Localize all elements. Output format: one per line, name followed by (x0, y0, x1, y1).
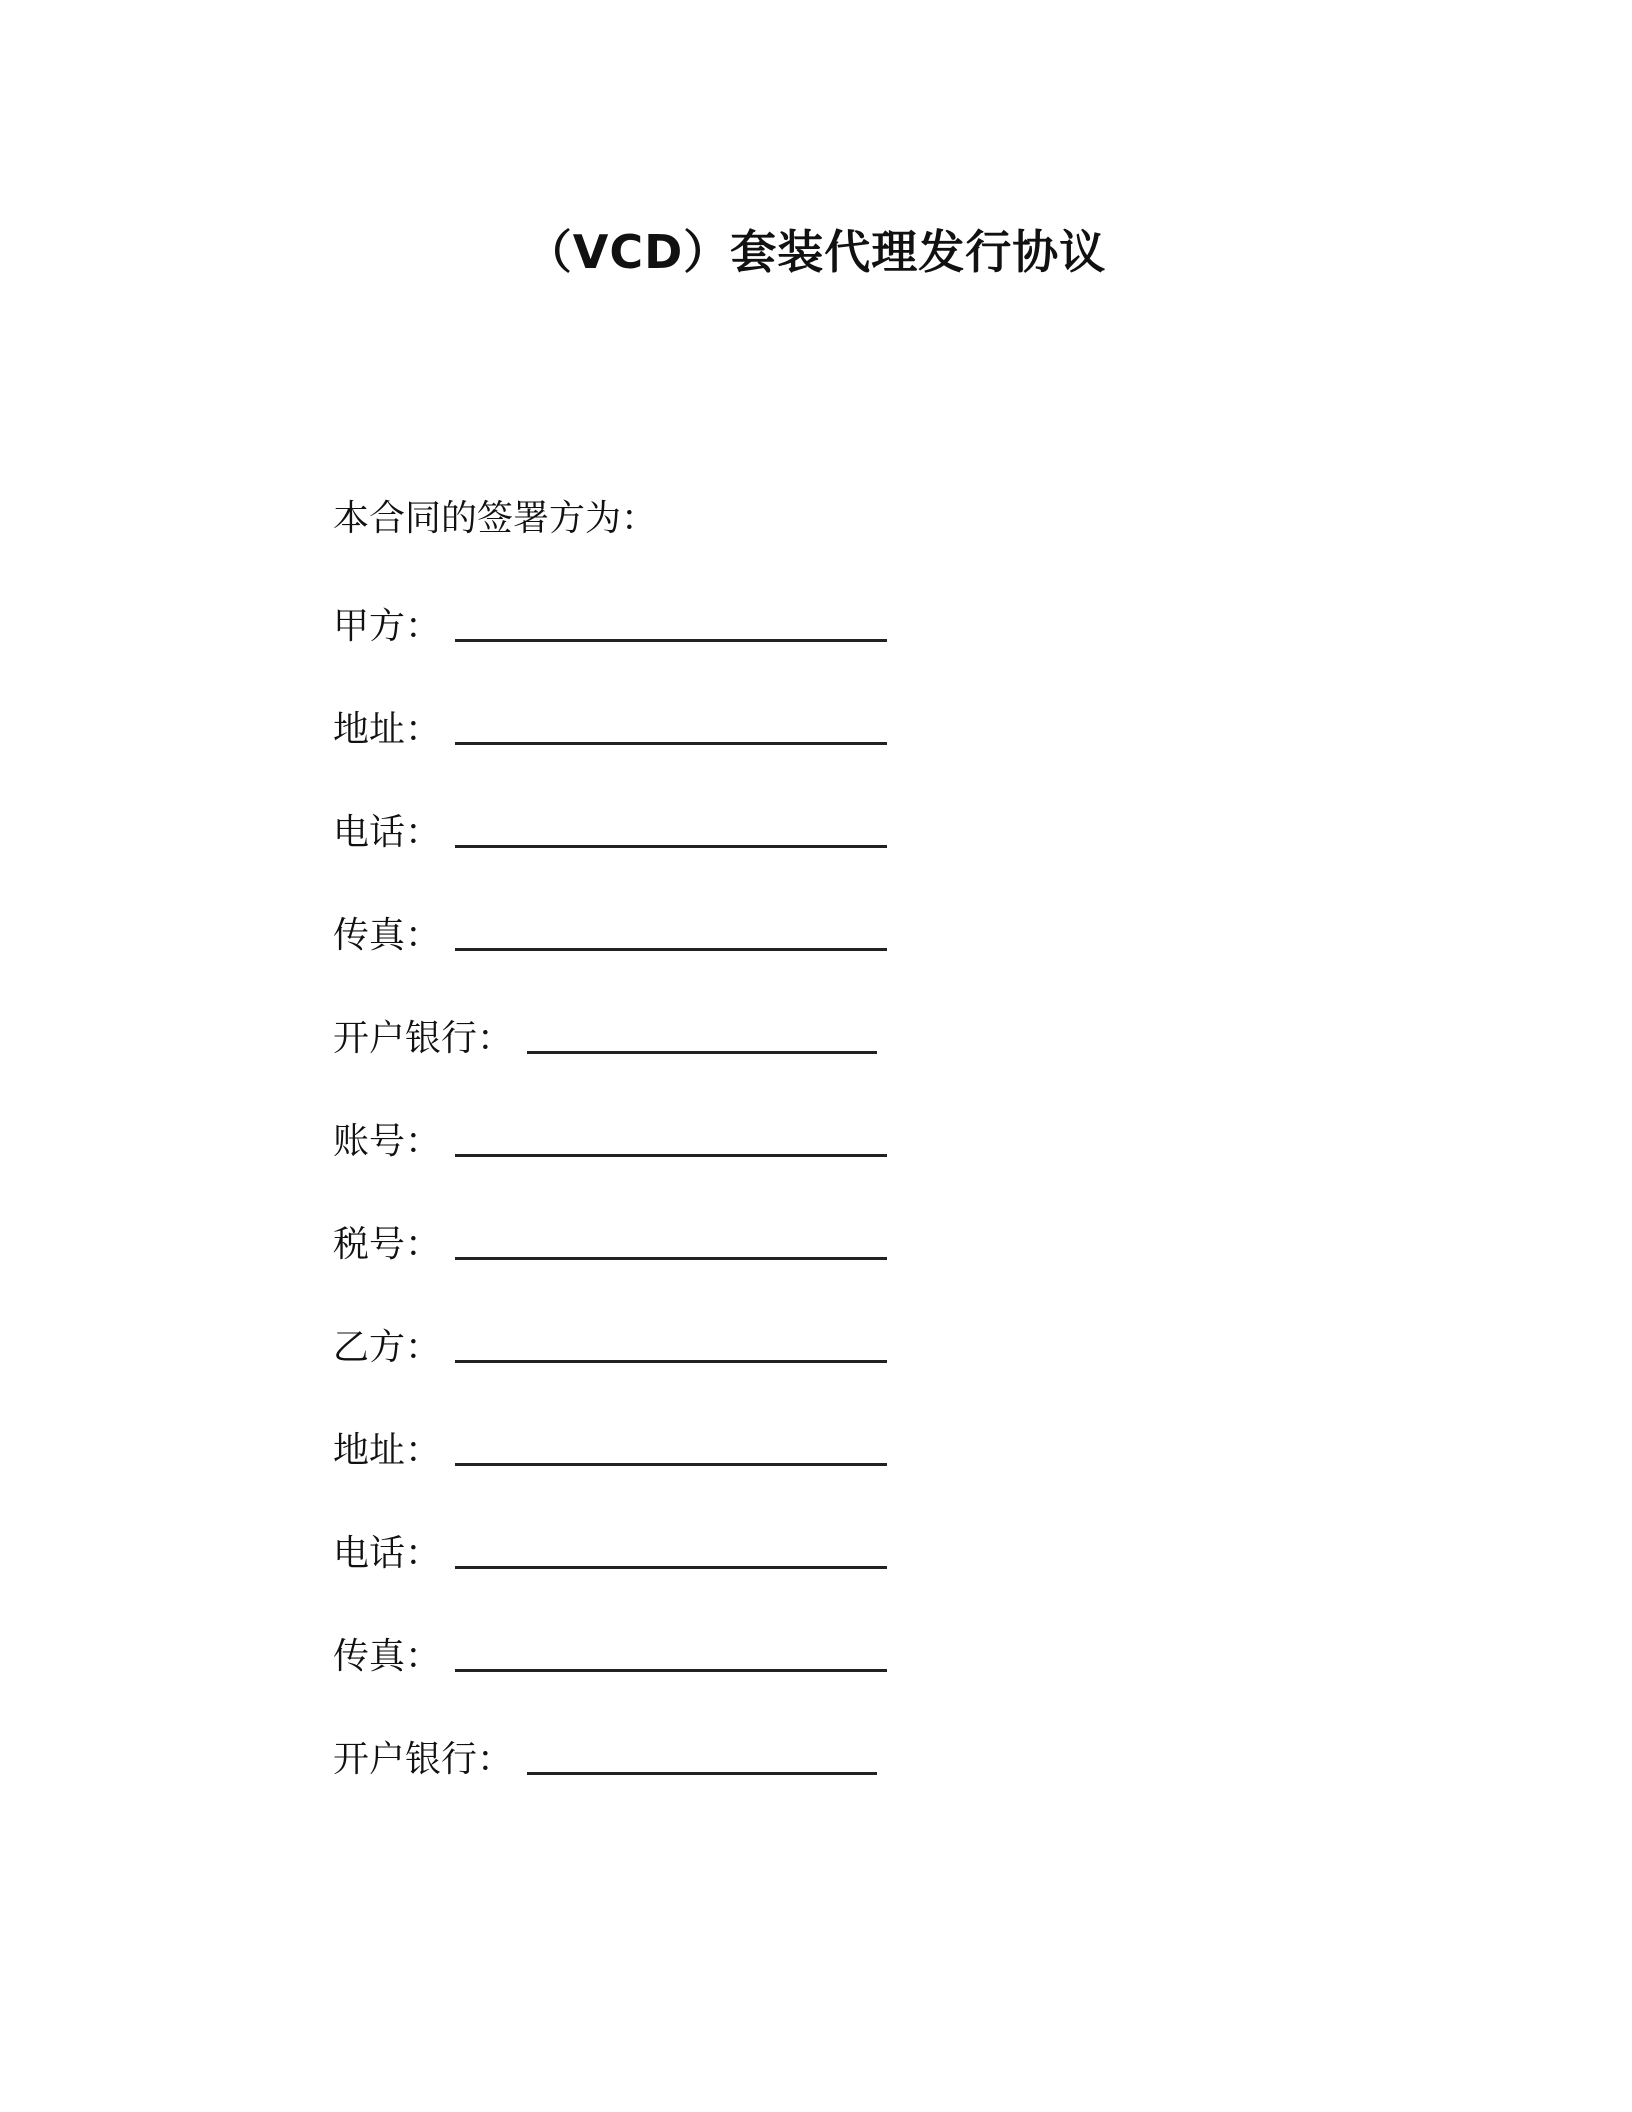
field-party-b-fax (333, 1626, 887, 1682)
field-label: 电话： (333, 812, 442, 853)
field-party-b-bank (333, 1729, 877, 1785)
field-party-a-tax-id (333, 1214, 887, 1270)
field-party-a-address (333, 699, 887, 755)
field-label: 传真： (333, 1636, 442, 1677)
field-label: 传真： (333, 915, 442, 956)
fill-in-blank (527, 1772, 877, 1775)
field-party-a-fax (333, 905, 887, 961)
field-label: 税号： (333, 1224, 442, 1265)
field-party-b-phone (333, 1523, 887, 1579)
field-party-b-address (333, 1420, 887, 1476)
field-label: 地址： (333, 709, 442, 750)
fill-in-blank (455, 948, 887, 951)
fill-in-blank (455, 639, 887, 642)
field-party-a-account (333, 1111, 887, 1167)
field-party-a-bank (333, 1008, 877, 1064)
field-party-b (333, 1317, 887, 1373)
fill-in-blank (455, 1463, 887, 1466)
fill-in-blank (455, 1669, 887, 1672)
field-label: 账号： (333, 1121, 442, 1162)
fill-in-blank (455, 845, 887, 848)
field-label: 电话： (333, 1533, 442, 1574)
fill-in-blank (455, 1257, 887, 1260)
signatories-intro: 本合同的签署方为： (333, 498, 658, 539)
fill-in-blank (455, 1360, 887, 1363)
field-label: 开户银行： (333, 1739, 514, 1780)
fill-in-blank (455, 1566, 887, 1569)
fill-in-blank (455, 742, 887, 745)
document-title: （VCD）套装代理发行协议 (525, 225, 1107, 279)
fill-in-blank (527, 1051, 877, 1054)
field-label: 地址： (333, 1430, 442, 1471)
field-party-a (333, 596, 887, 652)
field-party-a-phone (333, 802, 887, 858)
field-label: 乙方： (333, 1327, 442, 1368)
field-label: 开户银行： (333, 1018, 514, 1059)
fill-in-blank (455, 1154, 887, 1157)
field-label: 甲方： (333, 606, 442, 647)
